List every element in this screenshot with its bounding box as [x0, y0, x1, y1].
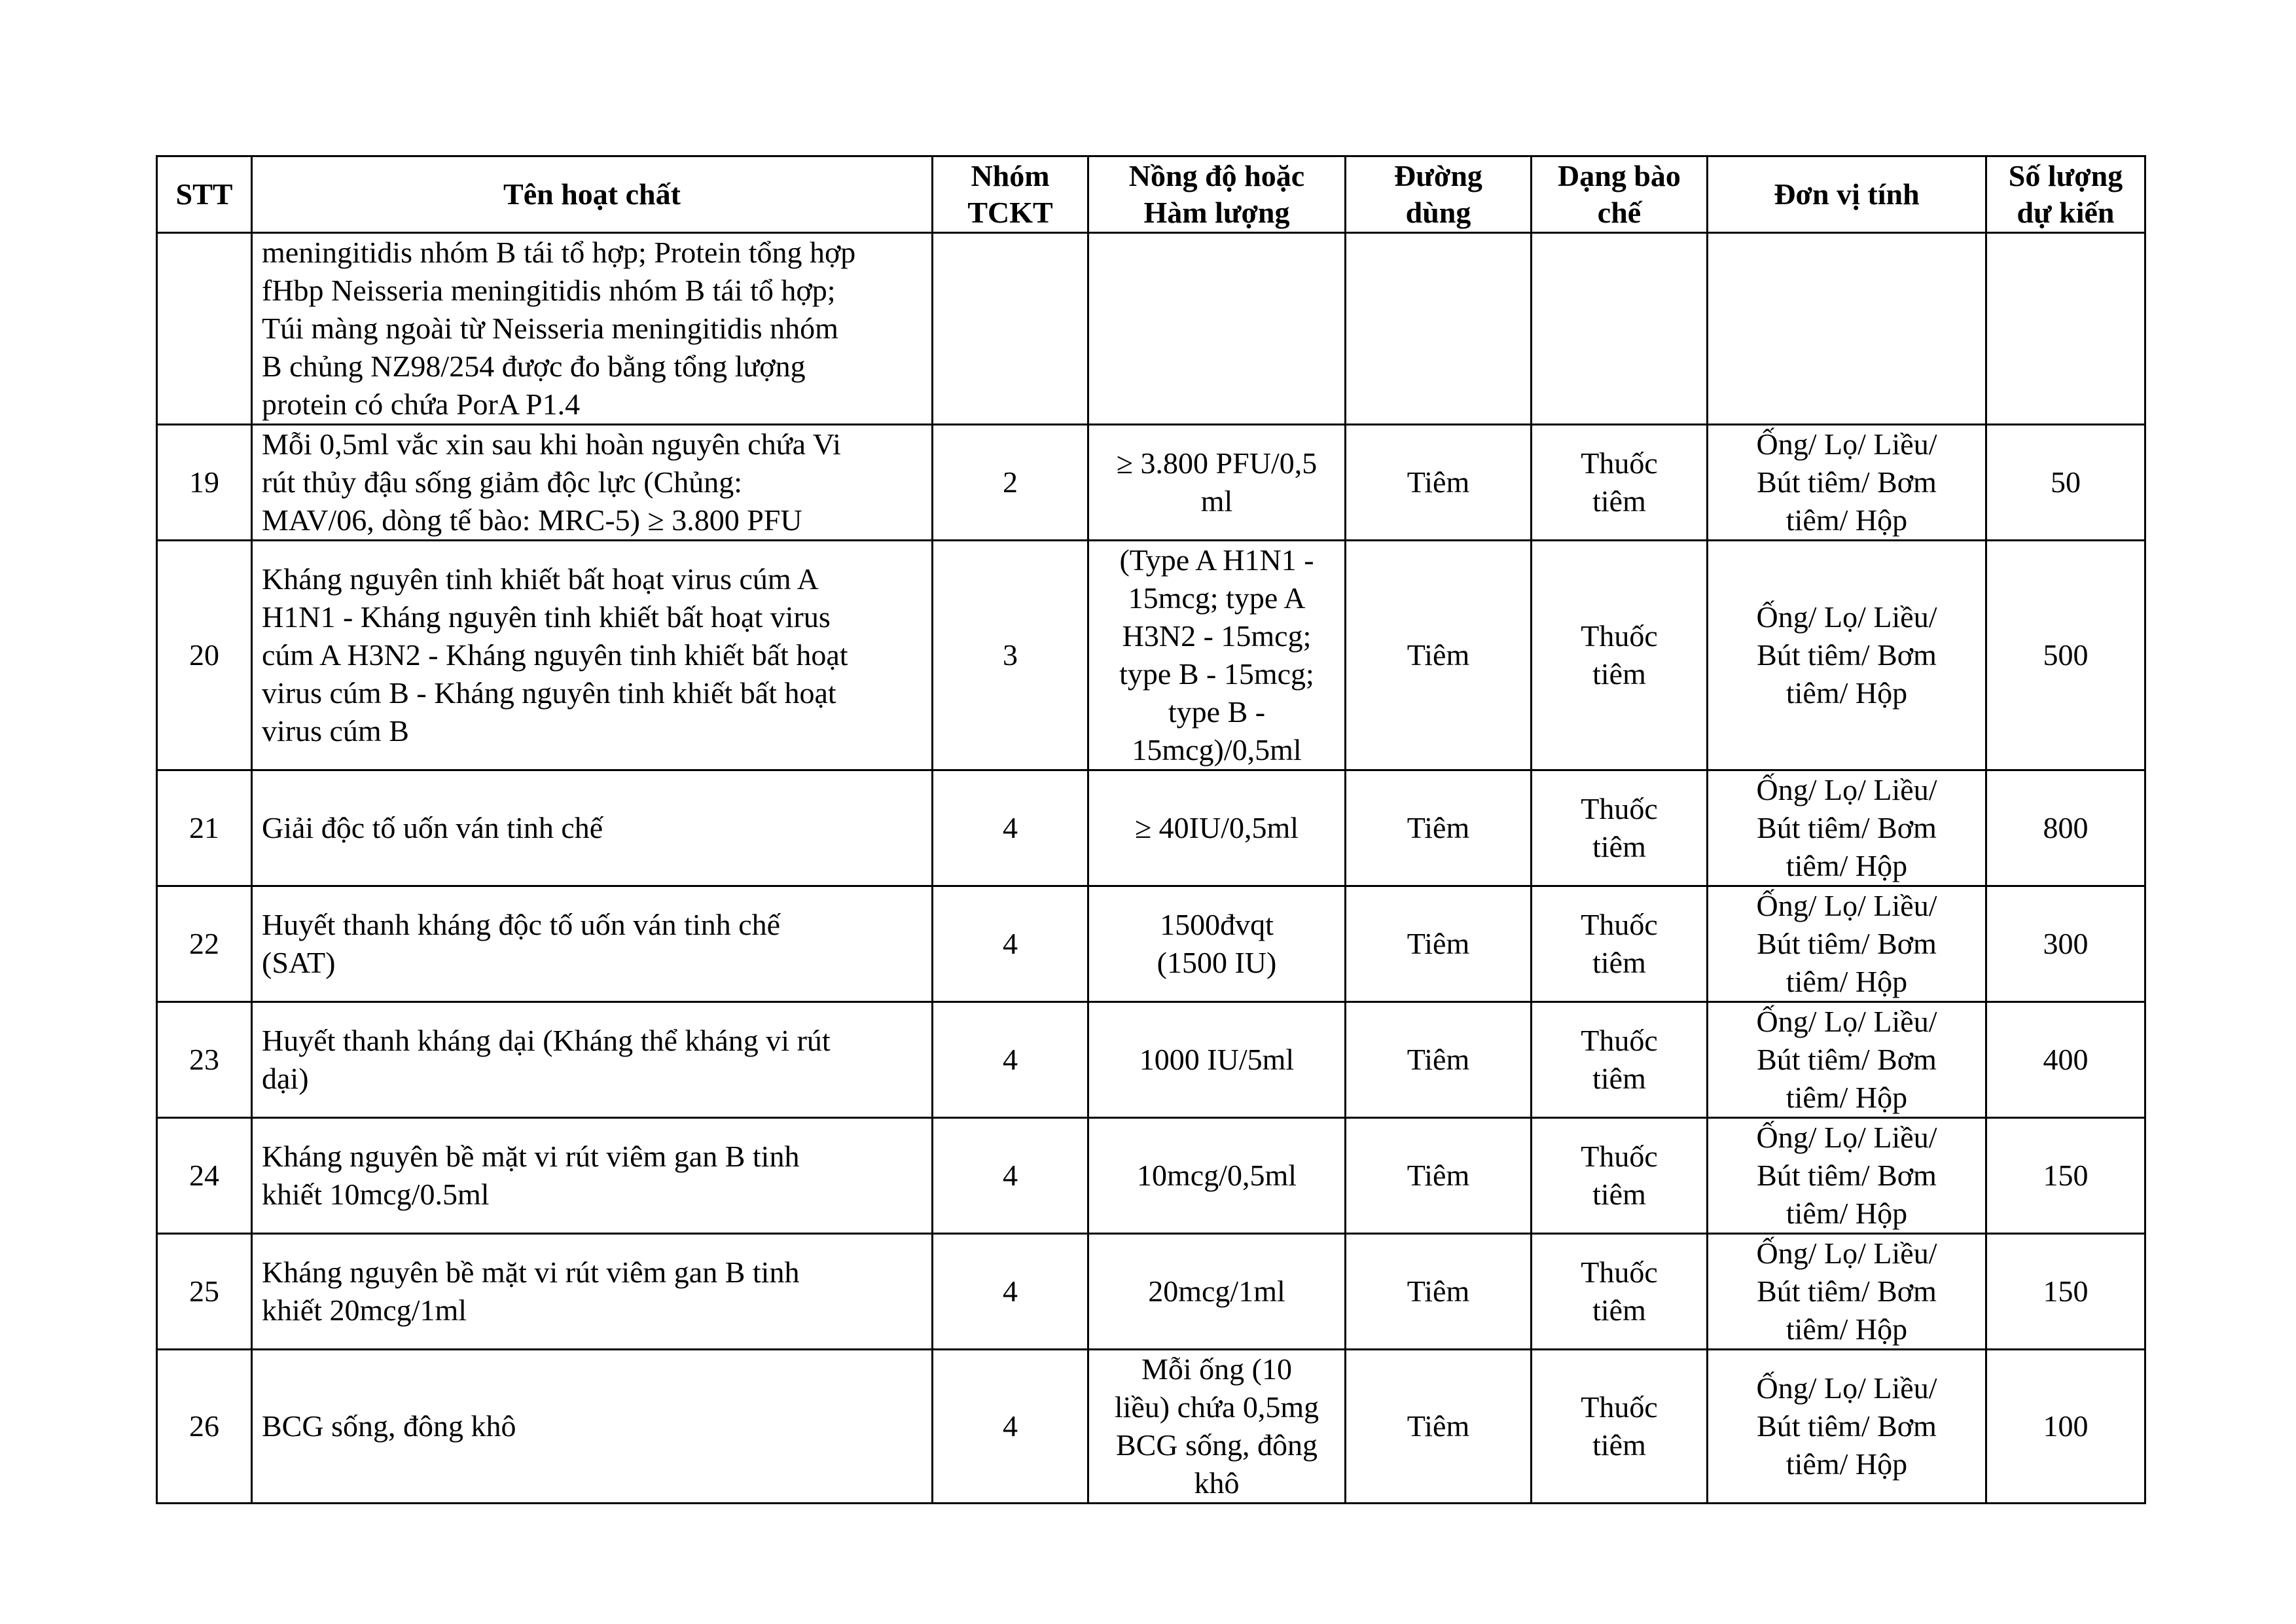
cell-concentration-line: BCG sống, đông	[1116, 1428, 1318, 1462]
cell-unit-line: tiêm/ Hộp	[1785, 1447, 1908, 1481]
cell-unit	[1708, 770, 1986, 886]
cell-unit-line: Ống/ Lọ/ Liều/	[1756, 1121, 1937, 1154]
cell-group: 4	[933, 1002, 1088, 1118]
cell-form-line: Thuốc	[1581, 1024, 1658, 1057]
cell-concentration-line: 10mcg/0,5ml	[1136, 1159, 1297, 1192]
table-row	[157, 886, 2145, 1002]
cell-route: Tiêm	[1346, 886, 1532, 1002]
cell-unit	[1708, 541, 1986, 770]
cell-qty: 300	[1986, 886, 2145, 1002]
cell-concentration-line: ml	[1200, 484, 1233, 518]
cell-name-line: B chủng NZ98/254 được đo bằng tổng lượng	[262, 350, 806, 383]
cell-unit-line: Ống/ Lọ/ Liều/	[1756, 427, 1937, 461]
cell-unit-line: Bút tiêm/ Bơm	[1757, 1409, 1937, 1443]
cell-group: 3	[933, 541, 1088, 770]
cell-name	[252, 1002, 933, 1118]
cell-concentration-line: (1500 IU)	[1157, 946, 1277, 979]
cell-form	[1532, 233, 1708, 425]
cell-stt: 22	[157, 886, 252, 1002]
cell-concentration	[1088, 1002, 1346, 1118]
cell-stt: 19	[157, 425, 252, 541]
table-row	[157, 233, 2145, 425]
cell-concentration	[1088, 541, 1346, 770]
cell-concentration-line: liều) chứa 0,5mg	[1114, 1390, 1319, 1424]
cell-concentration	[1088, 425, 1346, 541]
cell-name-line: H1N1 - Kháng nguyên tinh khiết bất hoạt virus	[262, 600, 831, 634]
cell-concentration-line: 15mcg; type A	[1128, 581, 1306, 615]
cell-name-line: (SAT)	[262, 946, 336, 979]
cell-unit-line: Bút tiêm/ Bơm	[1757, 465, 1937, 499]
table-row	[157, 425, 2145, 541]
cell-form-line: Thuốc	[1581, 908, 1658, 941]
header-form-line: chế	[1597, 196, 1641, 229]
cell-qty: 50	[1986, 425, 2145, 541]
header-form	[1532, 156, 1708, 233]
table-row	[157, 541, 2145, 770]
header-unit	[1708, 156, 1986, 233]
table-header-row	[157, 156, 2145, 233]
cell-stt	[157, 233, 252, 425]
cell-name-line: Huyết thanh kháng dại (Kháng thể kháng vi rút	[262, 1024, 831, 1057]
cell-concentration-line: ≥ 40IU/0,5ml	[1134, 811, 1299, 844]
header-route	[1346, 156, 1532, 233]
cell-unit-line: Ống/ Lọ/ Liều/	[1756, 1005, 1937, 1038]
cell-qty	[1986, 233, 2145, 425]
cell-concentration-line: 1000 IU/5ml	[1139, 1043, 1295, 1076]
header-name	[252, 156, 933, 233]
cell-name-line: MAV/06, dòng tế bào: MRC-5) ≥ 3.800 PFU	[262, 503, 802, 537]
cell-name	[252, 233, 933, 425]
cell-form-line: tiêm	[1592, 1062, 1646, 1095]
header-qty-line: dự kiến	[2017, 196, 2115, 229]
cell-unit-line: tiêm/ Hộp	[1785, 965, 1908, 998]
cell-concentration-line: (Type A H1N1 -	[1119, 543, 1314, 577]
header-route-line: Đường	[1394, 159, 1482, 192]
cell-name-line: Kháng nguyên bề mặt vi rút viêm gan B tinh	[262, 1255, 800, 1289]
cell-unit-line: Bút tiêm/ Bơm	[1757, 1274, 1937, 1308]
cell-group: 4	[933, 1234, 1088, 1350]
cell-form	[1532, 541, 1708, 770]
header-unit-line: Đơn vị tính	[1774, 177, 1920, 211]
cell-form-line: tiêm	[1592, 484, 1646, 518]
header-qty	[1986, 156, 2145, 233]
cell-route	[1346, 233, 1532, 425]
cell-name	[252, 425, 933, 541]
cell-unit	[1708, 1118, 1986, 1234]
cell-form-line: tiêm	[1592, 946, 1646, 979]
cell-route: Tiêm	[1346, 1118, 1532, 1234]
cell-unit	[1708, 1350, 1986, 1504]
header-form-line: Dạng bào	[1558, 159, 1681, 192]
cell-form	[1532, 425, 1708, 541]
cell-stt: 21	[157, 770, 252, 886]
cell-route: Tiêm	[1346, 1350, 1532, 1504]
cell-stt: 20	[157, 541, 252, 770]
cell-name-line: Kháng nguyên bề mặt vi rút viêm gan B tinh	[262, 1140, 800, 1173]
cell-unit	[1708, 425, 1986, 541]
cell-name-line: protein có chứa PorA P1.4	[262, 388, 581, 421]
cell-qty: 500	[1986, 541, 2145, 770]
cell-unit	[1708, 233, 1986, 425]
cell-group: 4	[933, 1118, 1088, 1234]
cell-unit-line: Bút tiêm/ Bơm	[1757, 1043, 1937, 1076]
cell-name-line: cúm A H3N2 - Kháng nguyên tinh khiết bất hoạt	[262, 638, 848, 672]
cell-name	[252, 541, 933, 770]
header-stt-line: STT	[175, 177, 233, 211]
cell-group	[933, 233, 1088, 425]
cell-route: Tiêm	[1346, 1234, 1532, 1350]
cell-route: Tiêm	[1346, 770, 1532, 886]
cell-group: 4	[933, 770, 1088, 886]
cell-form	[1532, 1118, 1708, 1234]
cell-form	[1532, 770, 1708, 886]
cell-group: 4	[933, 1350, 1088, 1504]
cell-unit-line: Ống/ Lọ/ Liều/	[1756, 1371, 1937, 1405]
cell-form	[1532, 886, 1708, 1002]
cell-route: Tiêm	[1346, 541, 1532, 770]
cell-route: Tiêm	[1346, 425, 1532, 541]
cell-unit-line: Ống/ Lọ/ Liều/	[1756, 773, 1937, 806]
header-concentration-line: Hàm lượng	[1143, 196, 1290, 229]
table-row	[157, 1002, 2145, 1118]
cell-name-line: BCG sống, đông khô	[262, 1409, 516, 1443]
cell-stt: 25	[157, 1234, 252, 1350]
cell-form-line: tiêm	[1592, 1428, 1646, 1462]
cell-concentration	[1088, 1234, 1346, 1350]
cell-name-line: rút thủy đậu sống giảm độc lực (Chủng:	[262, 465, 743, 499]
cell-form-line: Thuốc	[1581, 1140, 1658, 1173]
header-group-line: TCKT	[967, 196, 1053, 229]
cell-unit-line: Ống/ Lọ/ Liều/	[1756, 889, 1937, 922]
cell-unit	[1708, 886, 1986, 1002]
table-body	[157, 233, 2145, 1504]
cell-form-line: Thuốc	[1581, 792, 1658, 825]
cell-stt: 23	[157, 1002, 252, 1118]
drug-list-table	[156, 155, 2146, 1504]
header-group	[933, 156, 1088, 233]
cell-name	[252, 886, 933, 1002]
cell-concentration-line: ≥ 3.800 PFU/0,5	[1116, 446, 1318, 480]
cell-name-line: meningitidis nhóm B tái tổ hợp; Protein tổng hợp	[262, 236, 856, 269]
cell-unit-line: tiêm/ Hộp	[1785, 1081, 1908, 1114]
cell-qty: 150	[1986, 1234, 2145, 1350]
cell-form-line: tiêm	[1592, 657, 1646, 691]
cell-name-line: khiết 20mcg/1ml	[262, 1293, 467, 1327]
cell-concentration	[1088, 1118, 1346, 1234]
cell-name-line: fHbp Neisseria meningitidis nhóm B tái tổ hợp;	[262, 274, 836, 307]
cell-unit-line: Bút tiêm/ Bơm	[1757, 927, 1937, 960]
cell-concentration-line: type B - 15mcg;	[1119, 657, 1314, 691]
cell-name	[252, 770, 933, 886]
cell-unit-line: tiêm/ Hộp	[1785, 1312, 1908, 1346]
cell-route: Tiêm	[1346, 1002, 1532, 1118]
cell-form-line: Thuốc	[1581, 446, 1658, 480]
cell-name-line: virus cúm B - Kháng nguyên tinh khiết bất hoạt	[262, 676, 836, 710]
cell-form-line: tiêm	[1592, 1178, 1646, 1211]
cell-qty: 100	[1986, 1350, 2145, 1504]
cell-concentration-line: H3N2 - 15mcg;	[1122, 619, 1312, 653]
header-concentration-line: Nồng độ hoặc	[1128, 159, 1305, 192]
header-route-line: dùng	[1405, 196, 1471, 229]
cell-form-line: tiêm	[1592, 830, 1646, 863]
cell-name-line: dại)	[262, 1062, 309, 1095]
cell-qty: 400	[1986, 1002, 2145, 1118]
cell-name-line: virus cúm B	[262, 714, 409, 748]
cell-qty: 150	[1986, 1118, 2145, 1234]
header-group-line: Nhóm	[971, 159, 1050, 192]
cell-concentration-line: khô	[1194, 1466, 1240, 1500]
cell-unit-line: tiêm/ Hộp	[1785, 849, 1908, 882]
cell-form	[1532, 1234, 1708, 1350]
cell-unit-line: Bút tiêm/ Bơm	[1757, 1159, 1937, 1192]
cell-concentration-line: 15mcg)/0,5ml	[1132, 733, 1302, 767]
cell-form	[1532, 1350, 1708, 1504]
table-row	[157, 1350, 2145, 1504]
cell-name-line: Túi màng ngoài từ Neisseria meningitidis nhóm	[262, 312, 838, 345]
header-concentration	[1088, 156, 1346, 233]
header-stt	[157, 156, 252, 233]
cell-unit-line: Bút tiêm/ Bơm	[1757, 638, 1937, 672]
cell-concentration	[1088, 886, 1346, 1002]
cell-group: 4	[933, 886, 1088, 1002]
cell-unit-line: Ống/ Lọ/ Liều/	[1756, 600, 1937, 634]
cell-form-line: tiêm	[1592, 1293, 1646, 1327]
cell-name	[252, 1350, 933, 1504]
cell-qty: 800	[1986, 770, 2145, 886]
cell-unit-line: Bút tiêm/ Bơm	[1757, 811, 1937, 844]
cell-unit-line: tiêm/ Hộp	[1785, 676, 1908, 710]
cell-name-line: khiết 10mcg/0.5ml	[262, 1178, 490, 1211]
header-qty-line: Số lượng	[2008, 159, 2123, 192]
cell-name-line: Giải độc tố uốn ván tinh chế	[262, 811, 603, 844]
cell-concentration-line: type B -	[1168, 695, 1266, 729]
cell-unit	[1708, 1002, 1986, 1118]
cell-unit	[1708, 1234, 1986, 1350]
cell-group: 2	[933, 425, 1088, 541]
cell-form-line: Thuốc	[1581, 1255, 1658, 1289]
cell-stt: 24	[157, 1118, 252, 1234]
cell-form	[1532, 1002, 1708, 1118]
cell-unit-line: tiêm/ Hộp	[1785, 1197, 1908, 1230]
cell-name-line: Huyết thanh kháng độc tố uốn ván tinh chế	[262, 908, 781, 941]
cell-stt: 26	[157, 1350, 252, 1504]
cell-concentration	[1088, 233, 1346, 425]
cell-concentration	[1088, 1350, 1346, 1504]
cell-concentration	[1088, 770, 1346, 886]
cell-unit-line: tiêm/ Hộp	[1785, 503, 1908, 537]
cell-concentration-line: 20mcg/1ml	[1148, 1274, 1285, 1308]
cell-name-line: Kháng nguyên tinh khiết bất hoạt virus cúm A	[262, 562, 819, 596]
cell-name-line: Mỗi 0,5ml vắc xin sau khi hoàn nguyên chứa Vi	[262, 427, 841, 461]
cell-name	[252, 1118, 933, 1234]
cell-form-line: Thuốc	[1581, 619, 1658, 653]
cell-unit-line: Ống/ Lọ/ Liều/	[1756, 1236, 1937, 1270]
cell-concentration-line: Mỗi ống (10	[1141, 1352, 1292, 1386]
table-row	[157, 1118, 2145, 1234]
table-row	[157, 1234, 2145, 1350]
cell-form-line: Thuốc	[1581, 1390, 1658, 1424]
header-name-line: Tên hoạt chất	[503, 177, 681, 211]
cell-concentration-line: 1500đvqt	[1160, 908, 1274, 941]
cell-name	[252, 1234, 933, 1350]
table-row	[157, 770, 2145, 886]
